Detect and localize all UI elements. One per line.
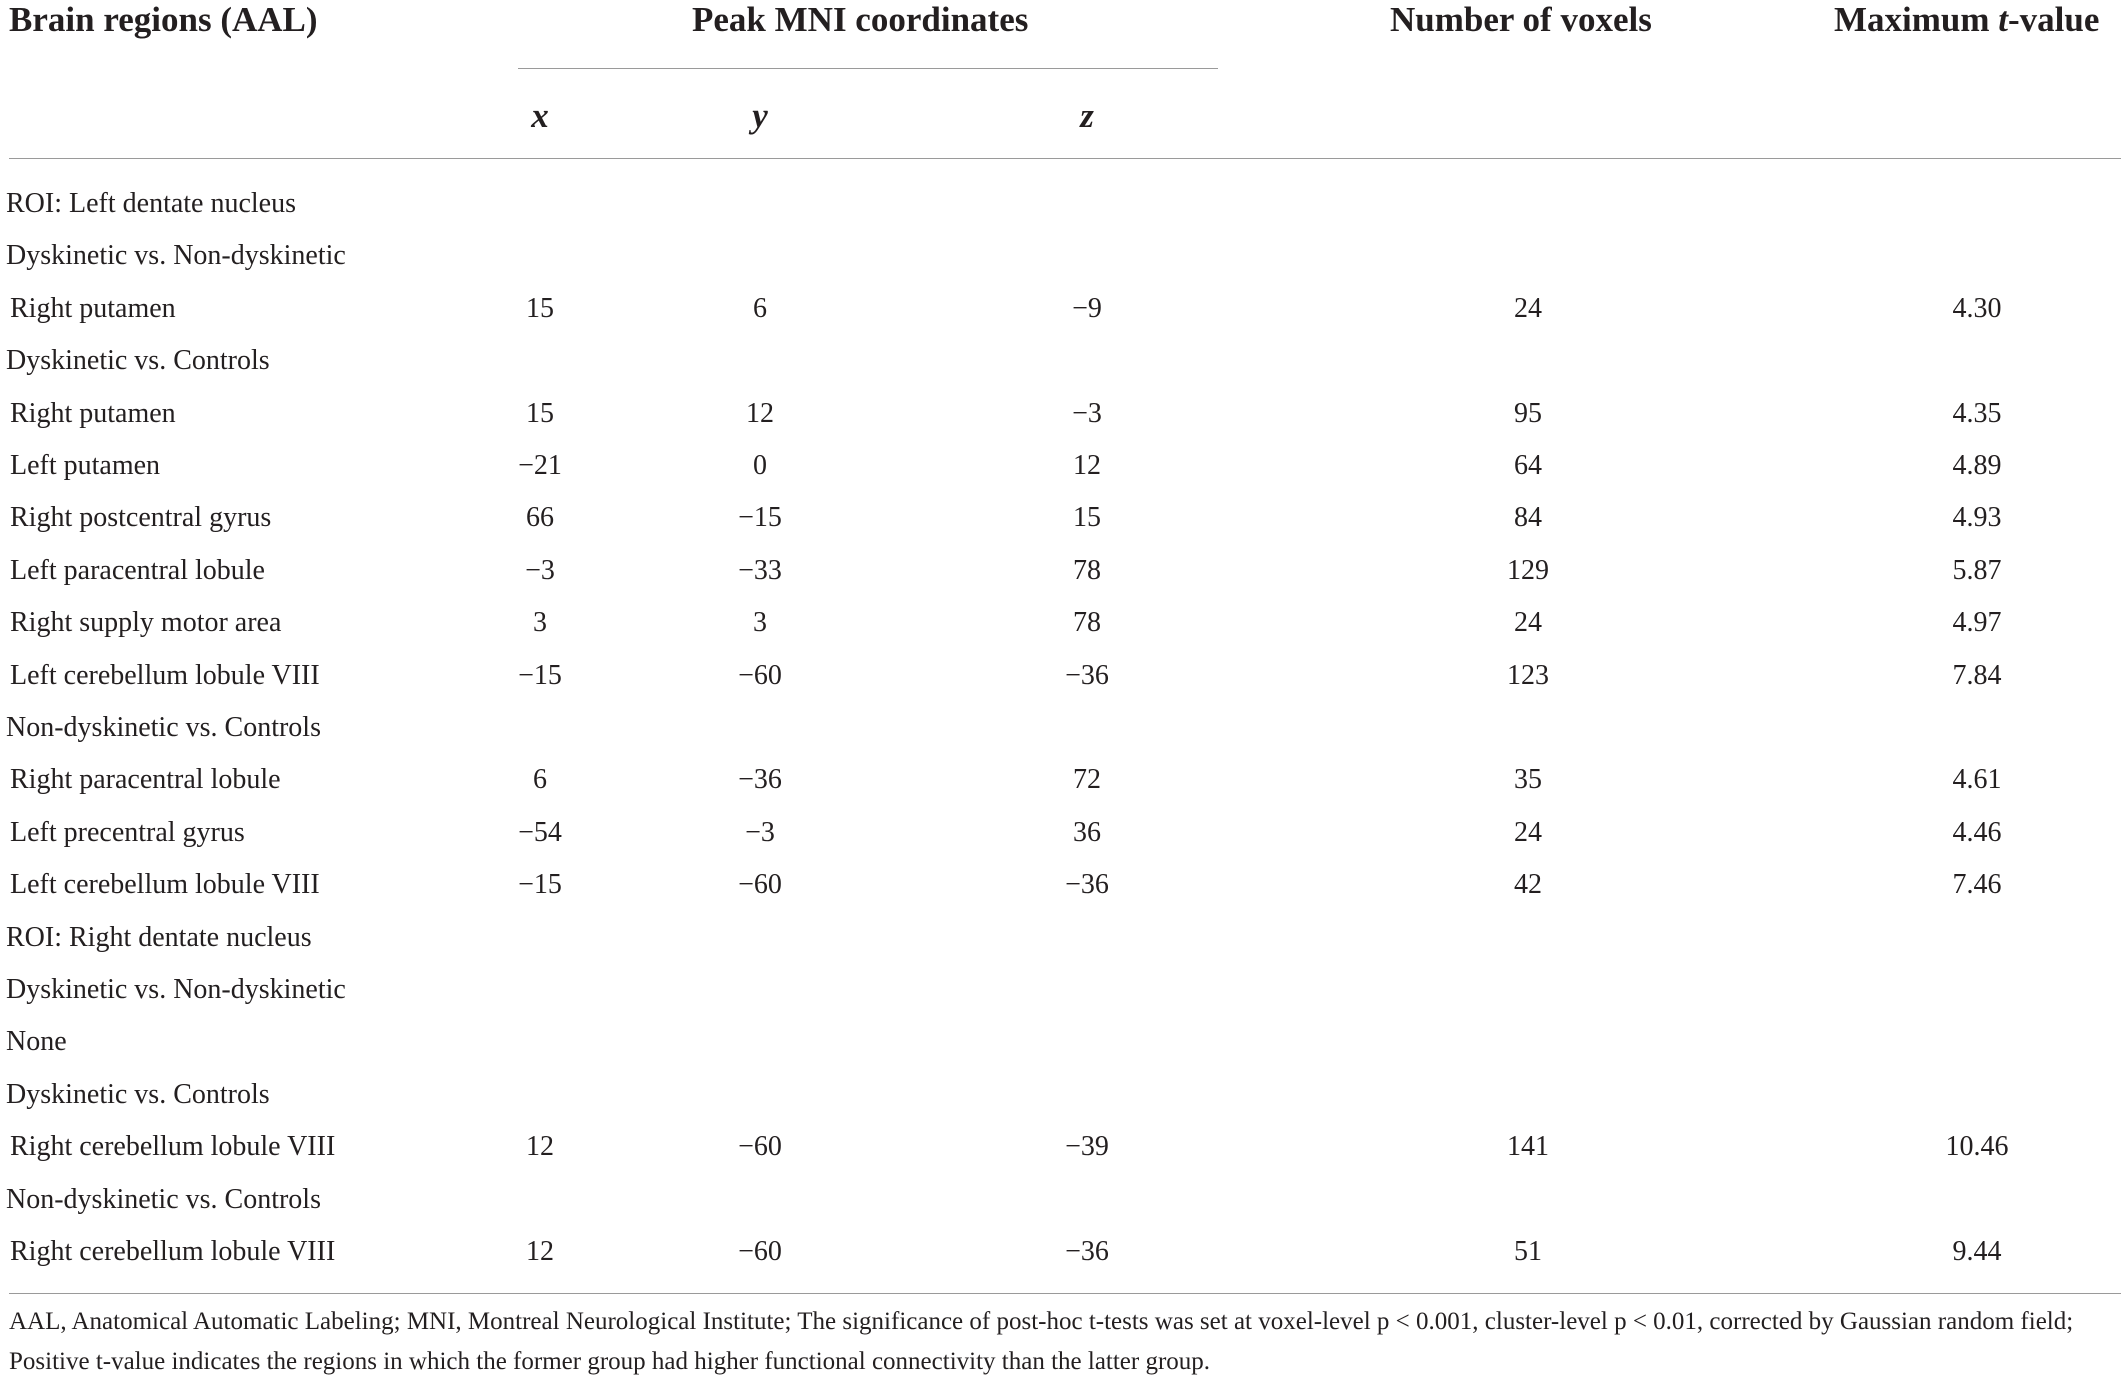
cell-x: −54 — [518, 816, 562, 848]
table-bottom-rule — [9, 1293, 2121, 1294]
subheader-z: z — [1080, 96, 1094, 135]
header-brain-regions: Brain regions (AAL) — [9, 0, 318, 39]
row-label: Non-dyskinetic vs. Controls — [6, 1183, 321, 1215]
cell-voxels: 123 — [1507, 659, 1549, 691]
row-label: Non-dyskinetic vs. Controls — [6, 712, 321, 743]
cell-x: 6 — [533, 764, 547, 796]
table-row — [0, 492, 2121, 544]
row-label: None — [6, 1026, 67, 1058]
row-label: Right putamen — [10, 397, 176, 429]
cell-voxels: 141 — [1507, 1131, 1549, 1163]
cell-z: 78 — [1073, 554, 1101, 586]
cell-t: 10.46 — [1945, 1131, 2009, 1163]
cell-z: 15 — [1073, 502, 1101, 534]
subheader-y: y — [752, 96, 768, 135]
table-row — [0, 283, 2121, 335]
row-label: Left cerebellum lobule VIII — [10, 659, 320, 691]
cell-t: 4.46 — [1952, 816, 2002, 848]
row-label: Right putamen — [10, 292, 176, 324]
row-label: Dyskinetic vs. Non-dyskinetic — [6, 974, 346, 1005]
cell-voxels: 95 — [1514, 397, 1542, 429]
cell-y: −60 — [738, 1236, 782, 1267]
header-maximum-t-italic: t — [1998, 0, 2009, 39]
cell-y: −3 — [745, 816, 775, 848]
header-maximum-t-prefix: Maximum — [1834, 0, 1999, 39]
table-row — [0, 859, 2121, 911]
peak-mni-underline — [518, 68, 1218, 69]
row-label: Right supply motor area — [10, 607, 282, 639]
header-number-of-voxels: Number of voxels — [1390, 0, 1652, 39]
table-row — [0, 702, 2121, 754]
table-row — [0, 1121, 2121, 1173]
table-row — [0, 178, 2121, 230]
cell-t: 4.30 — [1952, 292, 2002, 324]
cell-z: −36 — [1065, 1236, 1109, 1267]
cell-z: 12 — [1073, 450, 1101, 481]
cell-voxels: 84 — [1514, 502, 1542, 534]
header-maximum-t-suffix: -value — [2008, 0, 2100, 39]
cell-voxels: 42 — [1514, 869, 1542, 901]
cell-z: −36 — [1065, 659, 1109, 691]
subheader-x: x — [531, 96, 549, 135]
table-row — [0, 230, 2121, 282]
cell-x: −15 — [518, 869, 562, 901]
row-label: Right postcentral gyrus — [10, 502, 272, 534]
cell-t: 5.87 — [1952, 554, 2002, 586]
cell-voxels: 51 — [1514, 1236, 1542, 1267]
cell-y: 6 — [753, 292, 767, 324]
cell-z: 72 — [1073, 764, 1101, 796]
table-row — [0, 545, 2121, 597]
cell-y: −33 — [738, 554, 782, 586]
table-row — [0, 1226, 2121, 1278]
cell-voxels: 64 — [1514, 450, 1542, 481]
row-label: ROI: Right dentate nucleus — [6, 921, 312, 953]
table-row — [0, 440, 2121, 492]
table-row — [0, 1069, 2121, 1121]
cell-y: −60 — [738, 659, 782, 691]
cell-x: 3 — [533, 607, 547, 639]
row-label: Left paracentral lobule — [10, 554, 265, 586]
row-label: Right cerebellum lobule VIII — [10, 1131, 336, 1163]
cell-y: 12 — [746, 397, 774, 429]
cell-z: −9 — [1072, 292, 1102, 324]
table-row — [0, 912, 2121, 964]
table-row — [0, 335, 2121, 387]
row-label: Dyskinetic vs. Controls — [6, 1078, 270, 1110]
table-row — [0, 650, 2121, 702]
row-label: Dyskinetic vs. Controls — [6, 345, 270, 377]
cell-z: −3 — [1072, 397, 1102, 429]
header-bottom-rule — [9, 158, 2121, 159]
header-maximum-t-value — [1834, 0, 2099, 40]
table-row — [0, 597, 2121, 649]
cell-t: 4.97 — [1952, 607, 2002, 639]
cell-t: 4.89 — [1952, 450, 2002, 481]
row-label: Left cerebellum lobule VIII — [10, 869, 320, 901]
cell-voxels: 129 — [1507, 554, 1549, 586]
cell-x: −15 — [518, 659, 562, 691]
cell-y: 0 — [753, 450, 767, 481]
cell-voxels: 24 — [1514, 292, 1542, 324]
row-label: Right cerebellum lobule VIII — [10, 1236, 336, 1267]
header-peak-mni-coordinates: Peak MNI coordinates — [692, 0, 1029, 39]
cell-t: 7.46 — [1952, 869, 2002, 901]
cell-x: 15 — [526, 397, 554, 429]
cell-t: 7.84 — [1952, 659, 2002, 691]
cell-x: 12 — [526, 1236, 554, 1267]
cell-y: −60 — [738, 1131, 782, 1163]
cell-z: −36 — [1065, 869, 1109, 901]
cell-x: 15 — [526, 292, 554, 324]
cell-voxels: 35 — [1514, 764, 1542, 796]
table-footnote: AAL, Anatomical Automatic Labeling; MNI, Montreal Neurological Institute; The significance of post-hoc t-tests was set at voxel-level p < 0.001, cluster-level p < 0.01, corrected by Gaussian random field; Positive t-value indicates the regions in which the former group had higher functional connectivity than the latter group. — [9, 1308, 2074, 1375]
row-label: ROI: Left dentate nucleus — [6, 188, 297, 219]
cell-y: −60 — [738, 869, 782, 901]
table-row — [0, 807, 2121, 859]
table-row — [0, 1016, 2121, 1068]
cell-t: 4.93 — [1952, 502, 2002, 534]
cell-x: −21 — [518, 450, 562, 481]
cell-y: −15 — [738, 502, 782, 534]
table-row — [0, 754, 2121, 806]
row-label: Left putamen — [10, 450, 161, 481]
cell-x: 12 — [526, 1131, 554, 1163]
row-label: Right paracentral lobule — [10, 764, 281, 796]
table-row — [0, 1174, 2121, 1226]
cell-t: 4.35 — [1952, 397, 2002, 429]
cell-t: 4.61 — [1952, 764, 2002, 796]
cell-voxels: 24 — [1514, 607, 1542, 639]
row-label: Left precentral gyrus — [10, 816, 245, 848]
cell-y: −36 — [738, 764, 782, 796]
cell-z: 78 — [1073, 607, 1101, 639]
cell-y: 3 — [753, 607, 767, 639]
cell-voxels: 24 — [1514, 816, 1542, 848]
row-label: Dyskinetic vs. Non-dyskinetic — [6, 240, 346, 272]
table-row — [0, 964, 2121, 1016]
cell-z: 36 — [1073, 816, 1101, 848]
cell-x: 66 — [526, 502, 554, 534]
cell-z: −39 — [1065, 1131, 1109, 1163]
table-row — [0, 388, 2121, 440]
cell-x: −3 — [525, 554, 555, 586]
cell-t: 9.44 — [1952, 1236, 2002, 1267]
